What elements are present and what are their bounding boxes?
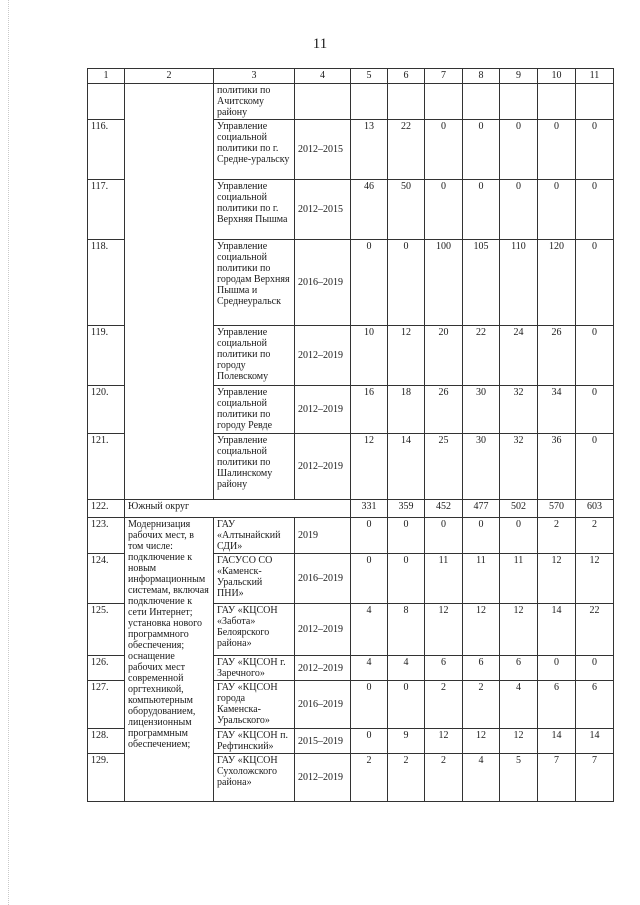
table-row xyxy=(88,518,614,554)
period-cell: 2016–2019 xyxy=(295,554,351,604)
value-cell: 12 xyxy=(425,729,463,754)
value-cell: 0 xyxy=(351,729,388,754)
value-cell: 477 xyxy=(463,500,500,518)
value-cell: 5 xyxy=(500,754,538,802)
value-cell: 0 xyxy=(425,120,463,180)
value-cell: 0 xyxy=(576,180,614,240)
organization-cell: ГАУ «КЦСОН п. Рефтинский» xyxy=(214,729,295,754)
row-number-cell: 127. xyxy=(88,681,125,729)
value-cell: 0 xyxy=(463,180,500,240)
value-cell: 0 xyxy=(538,656,576,681)
program-table xyxy=(87,68,614,802)
organization-cell: ГАУ «КЦСОН г. Заречного» xyxy=(214,656,295,681)
column-header: 6 xyxy=(388,69,425,84)
value-cell: 502 xyxy=(500,500,538,518)
value-cell: 6 xyxy=(463,656,500,681)
row-number-cell: 120. xyxy=(88,386,125,434)
organization-cell: ГАУ «КЦСОН города Каменска-Уральского» xyxy=(214,681,295,729)
period-cell: 2012–2019 xyxy=(295,754,351,802)
value-cell: 0 xyxy=(351,518,388,554)
organization-cell: политики по Ачитскому району xyxy=(214,84,295,120)
organization-cell: ГАУ «КЦСОН Сухоложского района» xyxy=(214,754,295,802)
value-cell: 7 xyxy=(576,754,614,802)
value-cell: 0 xyxy=(576,326,614,386)
value-cell: 22 xyxy=(576,604,614,656)
value-cell: 2 xyxy=(463,681,500,729)
organization-cell: Управление социальной политики по Шалинскому району xyxy=(214,434,295,500)
value-cell: 6 xyxy=(425,656,463,681)
value-cell: 50 xyxy=(388,180,425,240)
value-cell: 0 xyxy=(388,554,425,604)
value-cell: 0 xyxy=(351,240,388,326)
value-cell: 22 xyxy=(463,326,500,386)
value-cell: 0 xyxy=(576,240,614,326)
organization-cell: Управление социальной политики по городу Полевскому xyxy=(214,326,295,386)
value-cell: 30 xyxy=(463,386,500,434)
value-cell: 100 xyxy=(425,240,463,326)
value-cell: 331 xyxy=(351,500,388,518)
column-header: 7 xyxy=(425,69,463,84)
value-cell: 4 xyxy=(388,656,425,681)
value-cell: 10 xyxy=(351,326,388,386)
value-cell: 0 xyxy=(500,120,538,180)
value-cell: 12 xyxy=(500,604,538,656)
value-cell: 18 xyxy=(388,386,425,434)
row-number-cell: 121. xyxy=(88,434,125,500)
value-cell: 120 xyxy=(538,240,576,326)
organization-cell: ГАСУСО СО «Каменск-Уральский ПНИ» xyxy=(214,554,295,604)
value-cell: 26 xyxy=(425,386,463,434)
value-cell: 12 xyxy=(388,326,425,386)
value-cell: 359 xyxy=(388,500,425,518)
value-cell: 32 xyxy=(500,434,538,500)
period-cell: 2012–2015 xyxy=(295,180,351,240)
value-cell: 13 xyxy=(351,120,388,180)
empty-cell xyxy=(388,84,425,120)
organization-cell: Управление социальной политики по городу Ревде xyxy=(214,386,295,434)
column-header: 5 xyxy=(351,69,388,84)
period-cell: 2012–2019 xyxy=(295,326,351,386)
column-header: 2 xyxy=(125,69,214,84)
row-number-cell xyxy=(88,84,125,120)
value-cell: 11 xyxy=(500,554,538,604)
activity-cell-blank xyxy=(125,84,214,500)
empty-cell xyxy=(538,84,576,120)
value-cell: 9 xyxy=(388,729,425,754)
period-cell: 2012–2019 xyxy=(295,386,351,434)
value-cell: 6 xyxy=(576,681,614,729)
column-header: 4 xyxy=(295,69,351,84)
value-cell: 20 xyxy=(425,326,463,386)
column-header: 3 xyxy=(214,69,295,84)
value-cell: 452 xyxy=(425,500,463,518)
value-cell: 0 xyxy=(538,180,576,240)
value-cell: 8 xyxy=(388,604,425,656)
value-cell: 2 xyxy=(351,754,388,802)
value-cell: 24 xyxy=(500,326,538,386)
header-row xyxy=(88,69,614,84)
page-number: 11 xyxy=(312,36,328,52)
row-number-cell: 117. xyxy=(88,180,125,240)
value-cell: 0 xyxy=(576,120,614,180)
period-cell: 2012–2019 xyxy=(295,434,351,500)
value-cell: 25 xyxy=(425,434,463,500)
empty-cell xyxy=(425,84,463,120)
value-cell: 26 xyxy=(538,326,576,386)
district-name-cell: Южный округ xyxy=(125,500,351,518)
row-number-cell: 122. xyxy=(88,500,125,518)
value-cell: 12 xyxy=(463,729,500,754)
value-cell: 0 xyxy=(425,518,463,554)
value-cell: 2 xyxy=(538,518,576,554)
period-cell: 2012–2019 xyxy=(295,656,351,681)
row-number-cell: 123. xyxy=(88,518,125,554)
value-cell: 105 xyxy=(463,240,500,326)
organization-cell: Управление социальной политики по г. Средне-уральску xyxy=(214,120,295,180)
value-cell: 0 xyxy=(576,386,614,434)
organization-cell: Управление социальной политики по г. Верхняя Пышма xyxy=(214,180,295,240)
empty-cell xyxy=(351,84,388,120)
row-number-cell: 116. xyxy=(88,120,125,180)
value-cell: 4 xyxy=(351,604,388,656)
organization-cell: ГАУ «Алтынайский СДИ» xyxy=(214,518,295,554)
value-cell: 603 xyxy=(576,500,614,518)
value-cell: 2 xyxy=(388,754,425,802)
value-cell: 6 xyxy=(538,681,576,729)
value-cell: 4 xyxy=(500,681,538,729)
district-total-row xyxy=(88,500,614,518)
value-cell: 16 xyxy=(351,386,388,434)
row-number-cell: 126. xyxy=(88,656,125,681)
row-number-cell: 118. xyxy=(88,240,125,326)
value-cell: 0 xyxy=(388,681,425,729)
value-cell: 0 xyxy=(351,681,388,729)
value-cell: 0 xyxy=(576,434,614,500)
value-cell: 30 xyxy=(463,434,500,500)
value-cell: 0 xyxy=(463,120,500,180)
value-cell: 11 xyxy=(463,554,500,604)
value-cell: 4 xyxy=(351,656,388,681)
value-cell: 11 xyxy=(425,554,463,604)
value-cell: 14 xyxy=(538,604,576,656)
value-cell: 0 xyxy=(500,518,538,554)
value-cell: 22 xyxy=(388,120,425,180)
empty-cell xyxy=(500,84,538,120)
column-header: 9 xyxy=(500,69,538,84)
value-cell: 14 xyxy=(388,434,425,500)
empty-cell xyxy=(463,84,500,120)
value-cell: 12 xyxy=(425,604,463,656)
value-cell: 2 xyxy=(576,518,614,554)
column-header: 11 xyxy=(576,69,614,84)
value-cell: 12 xyxy=(351,434,388,500)
value-cell: 12 xyxy=(463,604,500,656)
value-cell: 36 xyxy=(538,434,576,500)
empty-cell xyxy=(295,84,351,120)
value-cell: 12 xyxy=(538,554,576,604)
value-cell: 570 xyxy=(538,500,576,518)
value-cell: 0 xyxy=(425,180,463,240)
value-cell: 34 xyxy=(538,386,576,434)
value-cell: 0 xyxy=(538,120,576,180)
row-number-cell: 119. xyxy=(88,326,125,386)
value-cell: 14 xyxy=(576,729,614,754)
column-header: 8 xyxy=(463,69,500,84)
empty-cell xyxy=(576,84,614,120)
organization-cell: Управление социальной политики по городам Верхняя Пышма и Среднеуральск xyxy=(214,240,295,326)
value-cell: 0 xyxy=(388,240,425,326)
column-header: 1 xyxy=(88,69,125,84)
value-cell: 12 xyxy=(500,729,538,754)
period-cell: 2012–2019 xyxy=(295,604,351,656)
value-cell: 110 xyxy=(500,240,538,326)
value-cell: 0 xyxy=(351,554,388,604)
value-cell: 6 xyxy=(500,656,538,681)
value-cell: 12 xyxy=(576,554,614,604)
value-cell: 0 xyxy=(388,518,425,554)
value-cell: 0 xyxy=(576,656,614,681)
value-cell: 0 xyxy=(500,180,538,240)
value-cell: 46 xyxy=(351,180,388,240)
period-cell: 2015–2019 xyxy=(295,729,351,754)
activity-description-cell: Модернизация рабочих мест, в том числе: подключение к новым информационным системам, включая подключение к сети Интернет; установка нового программного обеспечения; оснащение рабочих мест современной оргтехникой, компьютерным оборудованием, лицензионным программным обеспечением; xyxy=(125,518,214,802)
value-cell: 7 xyxy=(538,754,576,802)
value-cell: 0 xyxy=(463,518,500,554)
period-cell: 2016–2019 xyxy=(295,681,351,729)
table-body xyxy=(88,69,614,802)
period-cell: 2016–2019 xyxy=(295,240,351,326)
row-number-cell: 125. xyxy=(88,604,125,656)
row-number-cell: 128. xyxy=(88,729,125,754)
value-cell: 2 xyxy=(425,754,463,802)
value-cell: 4 xyxy=(463,754,500,802)
row-number-cell: 124. xyxy=(88,554,125,604)
value-cell: 32 xyxy=(500,386,538,434)
column-header: 10 xyxy=(538,69,576,84)
table-row xyxy=(88,84,614,120)
value-cell: 2 xyxy=(425,681,463,729)
organization-cell: ГАУ «КЦСОН «Забота» Белоярского района» xyxy=(214,604,295,656)
row-number-cell: 129. xyxy=(88,754,125,802)
value-cell: 14 xyxy=(538,729,576,754)
period-cell: 2019 xyxy=(295,518,351,554)
period-cell: 2012–2015 xyxy=(295,120,351,180)
scan-margin-dots xyxy=(8,0,9,905)
